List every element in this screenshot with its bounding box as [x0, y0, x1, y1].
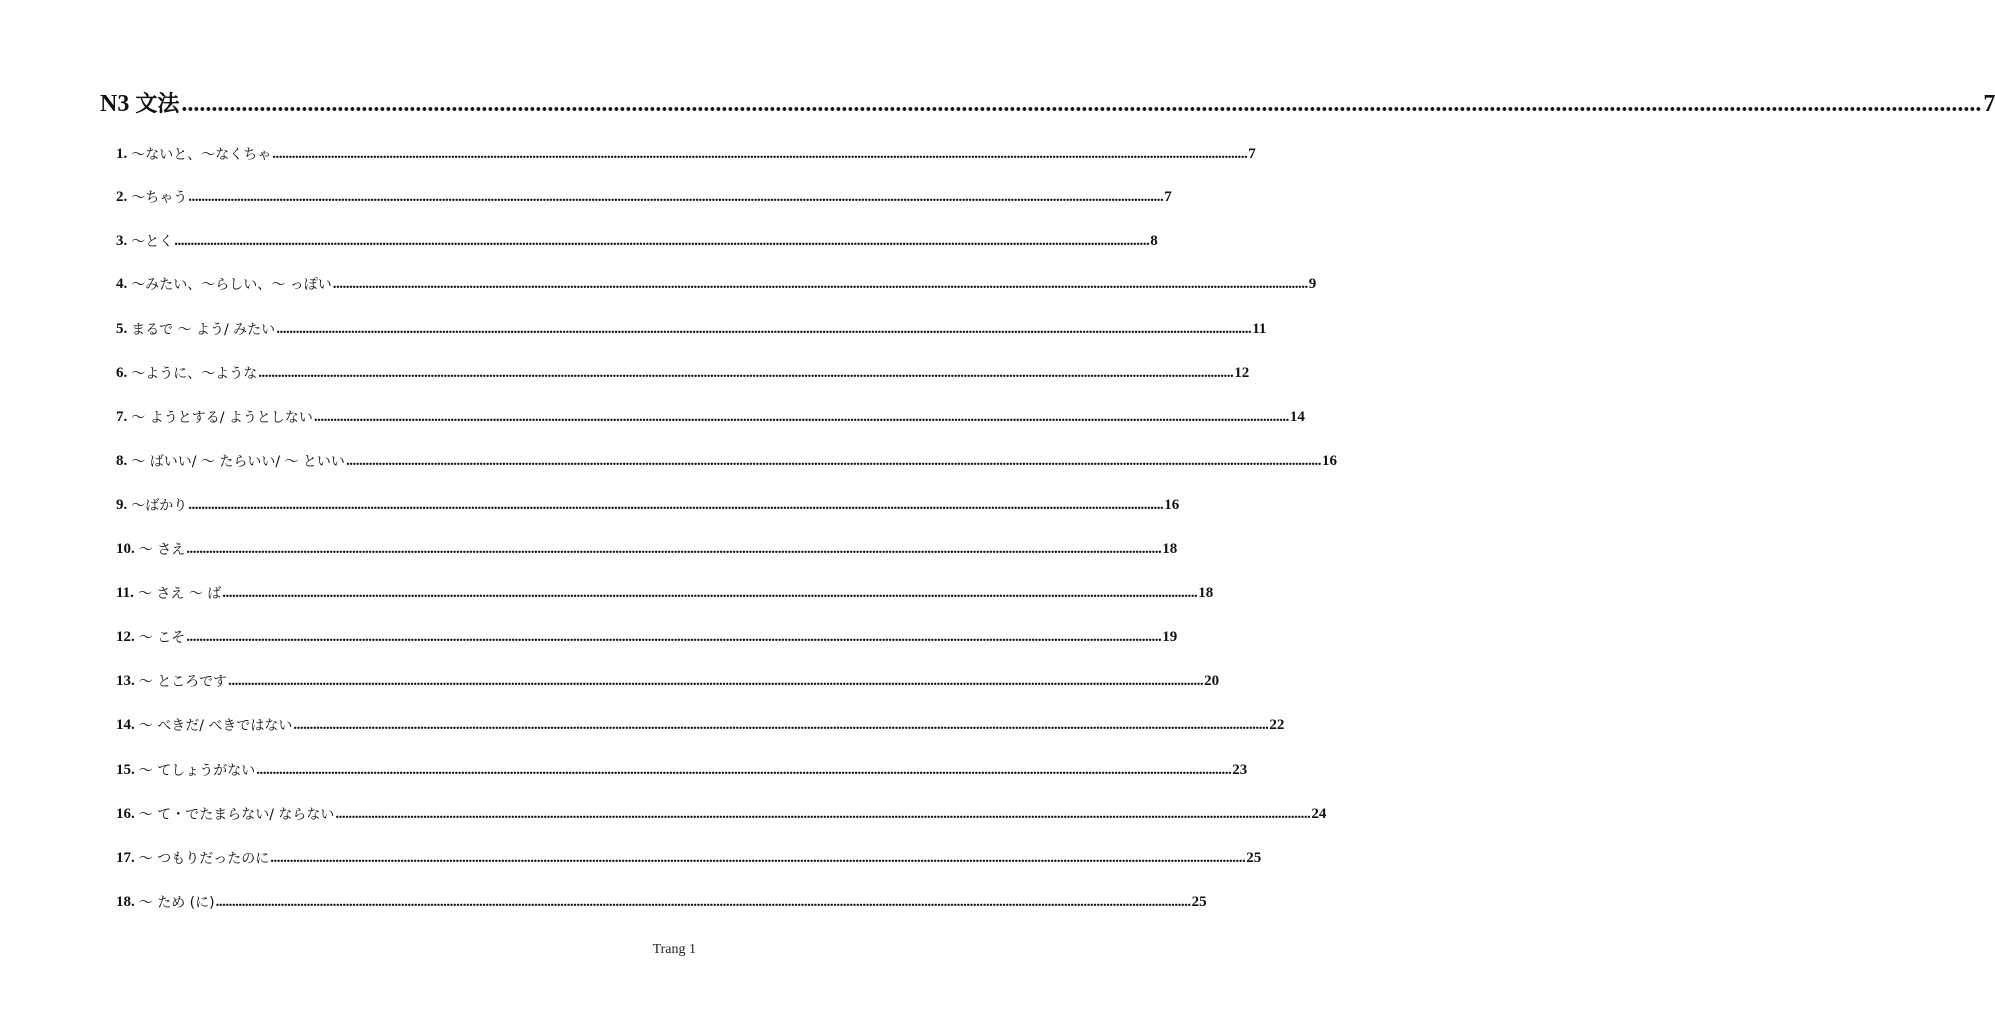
toc-heading-page: 7 — [1983, 91, 1995, 117]
toc-entry-leader: ............................................................................................................................................................................................................................................................................................................ — [215, 894, 1191, 910]
toc-entry-leader: ............................................................................................................................................................................................................................................................................................................ — [272, 146, 1248, 162]
toc-entry-title: ～ ばいい/ ～ たらいい/ ～ といい — [131, 454, 345, 470]
toc-entry-page: 14 — [1289, 409, 1305, 425]
toc-entry-number: 15. — [116, 762, 135, 778]
toc-entry[interactable] — [116, 270, 1317, 293]
toc-entry-title: ～ さえ — [138, 542, 186, 558]
toc-entry[interactable] — [116, 183, 1172, 206]
toc-entry-page: 18 — [1162, 541, 1178, 557]
toc-entry-title: ～ ため (に) — [138, 895, 215, 911]
toc-entry-leader: ............................................................................................................................................................................................................................................................................................................ — [186, 541, 1162, 557]
toc-entry-title: まるで ～ よう/ みたい — [131, 322, 276, 338]
toc-entry-page: 16 — [1164, 497, 1180, 513]
toc-entry-title: ～ さえ ～ ば — [137, 586, 222, 602]
toc-entry-title: ～ こそ — [138, 630, 186, 646]
toc-entry-leader: ............................................................................................................................................................................................................................................................................................................ — [174, 233, 1150, 249]
toc-entry-leader: ............................................................................................................................................................................................................................................................................................................ — [313, 409, 1289, 425]
page-footer: Trang 1 — [652, 942, 696, 957]
toc-entry[interactable] — [116, 227, 1158, 250]
toc-entry-number: 3. — [116, 233, 128, 249]
toc-entry-number: 9. — [116, 497, 128, 513]
toc-entry-title: ～ばかり — [131, 498, 188, 514]
toc-heading-leader: ............................................................................................................................................................................................................................................................................................................ — [181, 91, 1982, 117]
toc-entry-leader: ............................................................................................................................................................................................................................................................................................................ — [332, 276, 1308, 292]
toc-entry-title: ～ちゃう — [131, 190, 188, 206]
toc-heading[interactable] — [100, 80, 1995, 117]
toc-entry-number: 16. — [116, 806, 135, 822]
toc-entry-number: 10. — [116, 541, 135, 557]
toc-entry[interactable] — [116, 579, 1214, 602]
toc-entry-page: 18 — [1198, 585, 1214, 601]
toc-entry-leader: ............................................................................................................................................................................................................................................................................................................ — [335, 806, 1311, 822]
toc-entry-number: 8. — [116, 453, 128, 469]
toc-entry-page: 12 — [1234, 365, 1250, 381]
toc-entry-leader: ............................................................................................................................................................................................................................................................................................................ — [188, 497, 1164, 513]
toc-entry-page: 23 — [1232, 762, 1248, 778]
toc-entry-number: 5. — [116, 321, 128, 337]
toc-entry[interactable] — [116, 140, 1256, 163]
toc-entry[interactable] — [116, 844, 1262, 867]
toc-entry-leader: ............................................................................................................................................................................................................................................................................................................ — [228, 673, 1204, 689]
toc-entry-number: 14. — [116, 717, 135, 733]
toc-entry-leader: ............................................................................................................................................................................................................................................................................................................ — [256, 762, 1232, 778]
toc-entry-page: 16 — [1321, 453, 1337, 469]
toc-entry[interactable] — [116, 800, 1327, 823]
toc-entry-title: ～ べきだ/ べきではない — [138, 718, 293, 734]
toc-entry-page: 7 — [1164, 189, 1172, 205]
toc-entry-page: 8 — [1150, 233, 1158, 249]
toc-entry-page: 20 — [1204, 673, 1220, 689]
toc-entry-page: 19 — [1162, 629, 1178, 645]
toc-entry-number: 7. — [116, 409, 128, 425]
toc-entry-page: 9 — [1308, 276, 1317, 292]
toc-entry-page: 7 — [1248, 146, 1256, 162]
toc-entry-leader: ............................................................................................................................................................................................................................................................................................................ — [188, 189, 1164, 205]
toc-entry-title: ～ないと、～なくちゃ — [131, 147, 272, 163]
toc-entry-leader: ............................................................................................................................................................................................................................................................................................................ — [258, 365, 1234, 381]
toc-entry[interactable] — [116, 667, 1220, 690]
toc-entry-page: 25 — [1246, 850, 1262, 866]
toc-entry-number: 12. — [116, 629, 135, 645]
toc-entry-leader: ............................................................................................................................................................................................................................................................................................................ — [186, 629, 1162, 645]
toc-entry-leader: ............................................................................................................................................................................................................................................................................................................ — [276, 321, 1252, 337]
toc-entry[interactable] — [116, 711, 1285, 734]
toc-entry-title: ～ て・でたまらない/ ならない — [138, 807, 335, 823]
toc-entry-number: 6. — [116, 365, 128, 381]
toc-entry[interactable] — [116, 888, 1207, 911]
toc-entry-page: 25 — [1191, 894, 1207, 910]
toc-entry-title: ～ ところです — [138, 674, 228, 690]
toc-entry-title: ～ てしょうがない — [138, 763, 256, 779]
toc-entry-leader: ............................................................................................................................................................................................................................................................................................................ — [345, 453, 1321, 469]
toc-entry[interactable] — [116, 535, 1178, 558]
toc-entry[interactable] — [116, 491, 1180, 514]
toc-heading-title: N3 文法 — [100, 91, 180, 117]
toc-entry-page: 24 — [1311, 806, 1327, 822]
toc-entry-title: ～ ようとする/ ようとしない — [131, 410, 313, 426]
toc-entry-page: 11 — [1252, 321, 1267, 337]
toc-entry-title: ～とく — [131, 234, 174, 250]
toc-entry[interactable] — [116, 623, 1178, 646]
toc-entry-number: 17. — [116, 850, 135, 866]
toc-entry-page: 22 — [1269, 717, 1285, 733]
toc-entry-number: 13. — [116, 673, 135, 689]
toc-entry-title: ～みたい、～らしい、～ っぽい — [131, 277, 332, 293]
toc-entry-number: 18. — [116, 894, 135, 910]
toc-entry-number: 2. — [116, 189, 128, 205]
toc-entry[interactable] — [116, 359, 1250, 382]
toc-entry[interactable] — [116, 447, 1337, 470]
toc-entry-number: 1. — [116, 146, 128, 162]
toc-entry[interactable] — [116, 403, 1305, 426]
toc-entry-number: 11. — [116, 585, 134, 601]
toc-entry-leader: ............................................................................................................................................................................................................................................................................................................ — [293, 717, 1269, 733]
toc-entry-number: 4. — [116, 276, 128, 292]
toc-entry-leader: ............................................................................................................................................................................................................................................................................................................ — [270, 850, 1246, 866]
toc-entry[interactable] — [116, 756, 1248, 779]
toc-entry-title: ～ように、～ような — [131, 366, 258, 382]
toc-entry-leader: ............................................................................................................................................................................................................................................................................................................ — [222, 585, 1198, 601]
toc-entry[interactable] — [116, 315, 1267, 338]
toc-entry-title: ～ つもりだったのに — [138, 851, 270, 867]
